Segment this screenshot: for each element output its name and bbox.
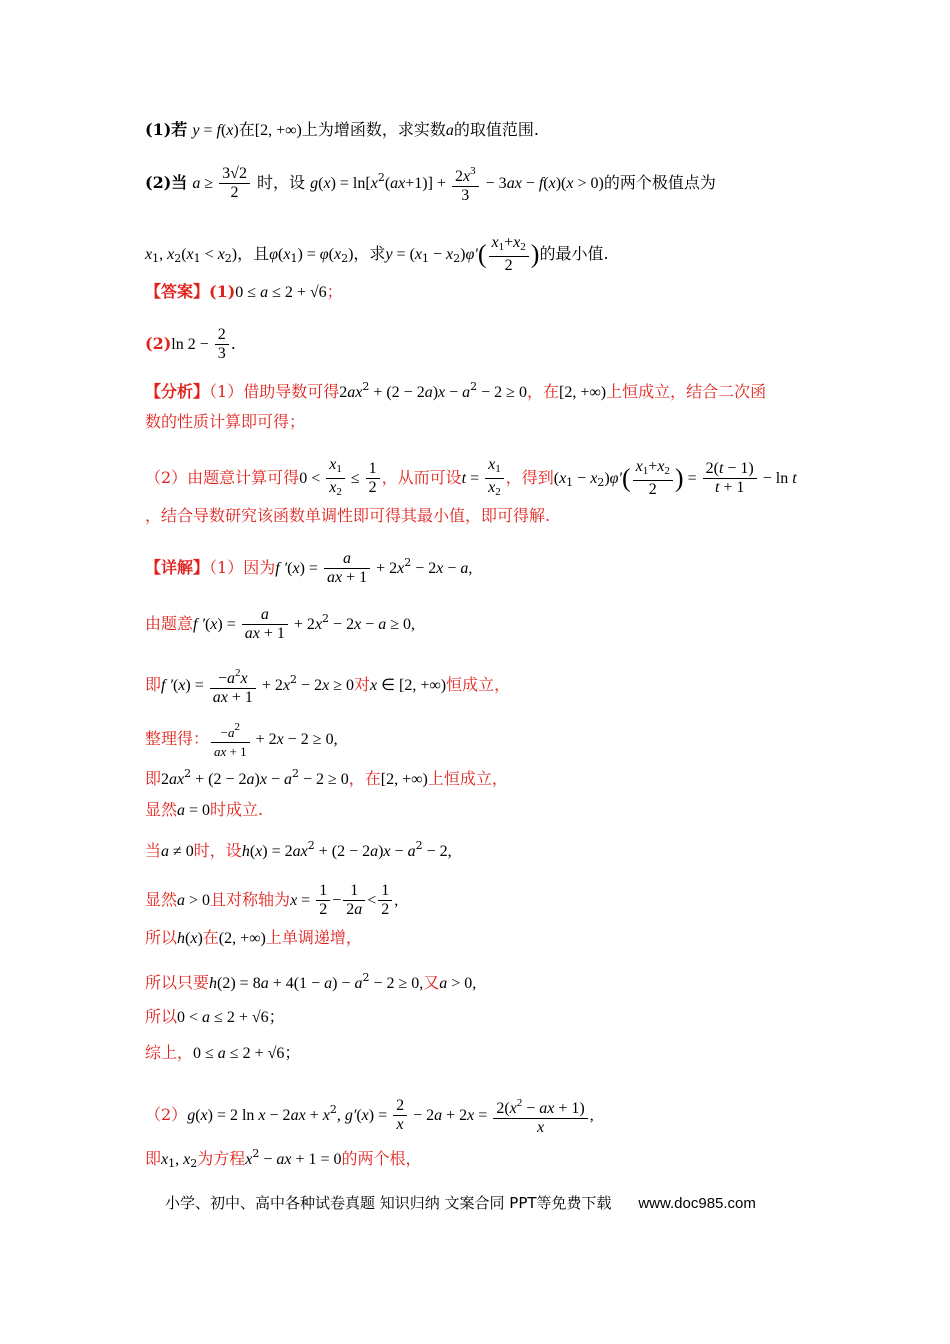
detail-5: 即$2ax^2 + (2 - 2a)x - a^2 - 2 \ge 0$，在[2, +∞)上恒成立， xyxy=(145,767,508,788)
detail-6: 显然a = 0时成立. xyxy=(145,800,264,819)
detail-4: 整理得： $\frac{-a^2}{ax + 1}$ + 2x − 2 ≥ 0, xyxy=(145,718,338,761)
detail-13: （2）g(x) = 2 $\ln x - 2ax + x^2$, g′(x) = $\frac{2}{x}$ − 2a + 2x = $\frac{2(x^2 - ax + 1)}{x}$ , xyxy=(145,1094,594,1137)
footer-text: 小学、初中、高中各种试卷真题 知识归纳 文案合同 PPT等免费下载 xyxy=(165,1194,612,1212)
question-2-cont: $x_1$, $x_2(x_1 < x_2)$，且$\varphi(x_1) = \varphi(x_2)$，求$y = (x_1 - x_2)\varphi'$( $\frac{x_1+x_2}{2}$ )的最小值. xyxy=(145,234,609,274)
answer-2: (2)ln 2 − $\frac{2}{3}$ . xyxy=(145,326,236,362)
detail-3: 即f ′(x) = $\frac{-a^2x}{ax + 1}$ + $2x^2 - 2x \ge 0$对x ∈ [2, +∞)恒成立， xyxy=(145,664,510,707)
detail-10: 所以只要$h(2) = 8a + 4(1 - a) - a^2 - 2 \ge 0$,又a > 0, xyxy=(145,971,477,992)
detail-2: 由题意f ′(x) = $\frac{a}{ax + 1}$ + $2x^2 - 2x - a \ge 0$, xyxy=(145,606,415,642)
detail-9: 所以h(x)在(2, +∞)上单调递增， xyxy=(145,928,362,947)
answer-1: 【答案】(1)0 ≤ a ≤ 2 + √6； xyxy=(145,282,343,301)
analysis-1: 【分析】（1）借助导数可得$2ax^2 + (2 - 2a)x - a^2 - 2 \ge 0$，在[2, +∞)上恒成立，结合二次函 xyxy=(145,380,767,401)
detail-1: 【详解】（1）因为f ′(x) = $\frac{a}{ax + 1}$ + $2x^2 - 2x - a$, xyxy=(145,550,473,586)
question-1: (1)若 y = f(x)在[2, +∞)上为增函数，求实数a的取值范围. xyxy=(145,120,539,139)
q1-label: (1)若 xyxy=(145,120,188,139)
detail-14: 即$x_1$, $x_2$为方程$x^2$ − ax + 1 = 0的两个根， xyxy=(145,1147,422,1170)
question-2: (2)当 a ≥ $\frac{3√2}{2}$ 时，设 $g(x) = \ln[x^2(ax+1)]$ + $\frac{2x^3}{3}$ − 3ax − f(x)(x > 0)的两个极值点为 xyxy=(145,162,716,205)
page-footer xyxy=(165,1192,756,1213)
detail-11: 所以0 < a ≤ 2 + √6； xyxy=(145,1007,285,1026)
footer-url[interactable]: www.doc985.com xyxy=(638,1195,756,1212)
analysis-3: （2）由题意计算可得0 < $\frac{x_1}{x_2}$ ≤ $\frac{1}{2}$ ，从而可设t = $\frac{x_1}{x_2}$ ，得到$(x_1 - x_2)\varphi'$( $\frac{x_1+x_2}{2}$ ) = $\frac{2(t - 1)}{t + 1}$ − ln t xyxy=(145,456,797,498)
detail-tag: 【详解】 xyxy=(145,558,210,577)
detail-12: 综上，0 ≤ a ≤ 2 + √6； xyxy=(145,1043,301,1062)
analysis-tag: 【分析】 xyxy=(145,382,210,401)
answer-tag: 【答案】 xyxy=(145,282,210,301)
detail-8: 显然a > 0且对称轴为x = $\frac{1}{2}$ − $\frac{1}{2a}$ < $\frac{1}{2}$ , xyxy=(145,882,399,918)
detail-7: 当a ≠ 0时，设$h(x) = 2ax^2 + (2 - 2a)x - a^2 - 2$, xyxy=(145,839,452,860)
analysis-4: ，结合导数研究该函数单调性即可得其最小值，即可得解. xyxy=(145,506,551,525)
analysis-2: 数的性质计算即可得； xyxy=(145,412,306,431)
